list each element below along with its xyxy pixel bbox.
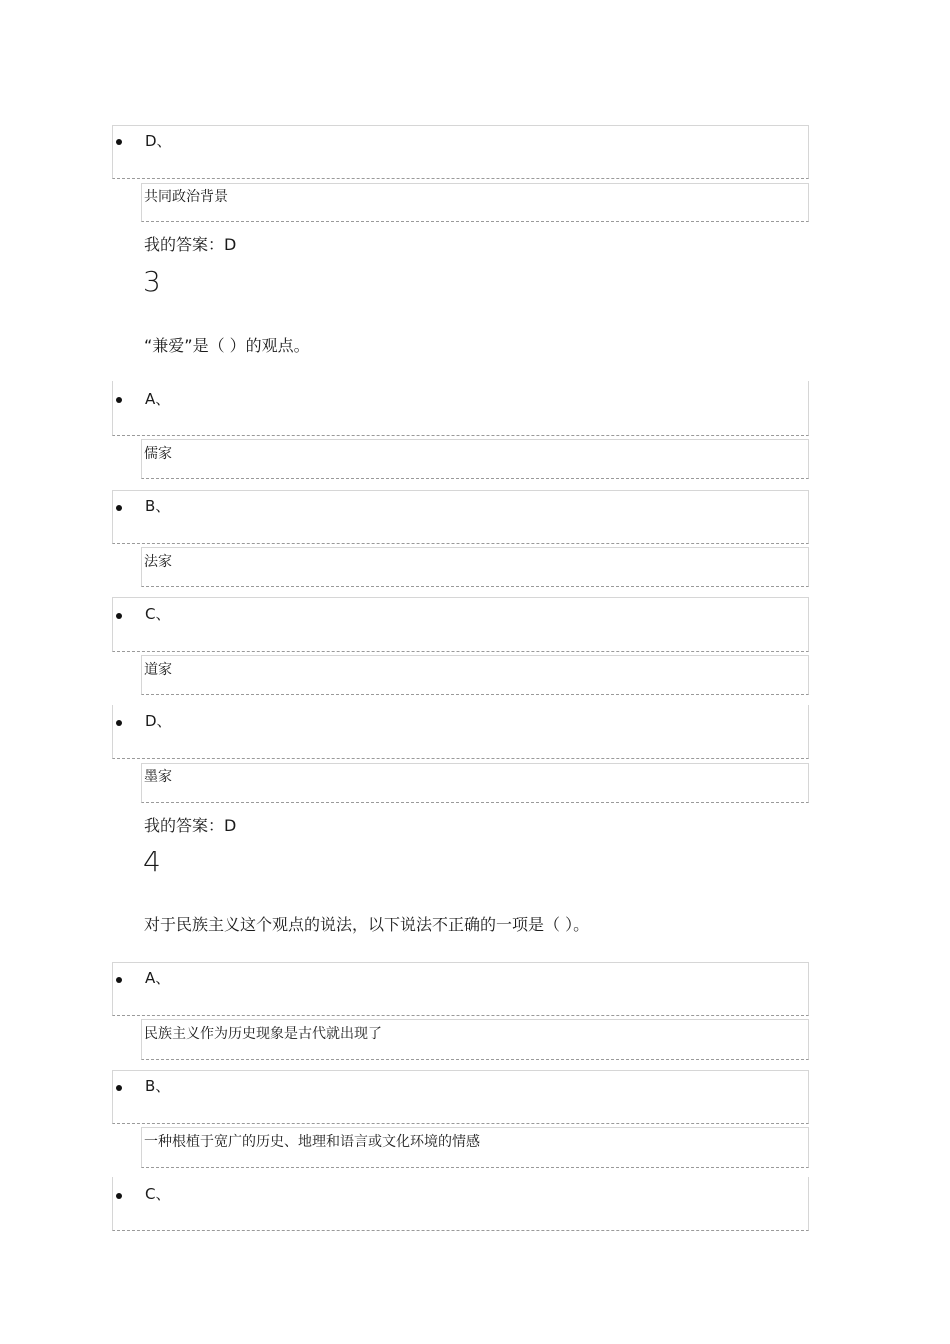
bullet-icon	[116, 139, 122, 145]
bullet-icon	[116, 720, 122, 726]
option-label: D、	[145, 132, 172, 150]
option-row-q2-d[interactable]	[112, 125, 809, 179]
option-text: 道家	[144, 662, 172, 678]
bullet-icon	[116, 1193, 122, 1199]
option-label: A、	[145, 390, 171, 408]
option-row-q3-d[interactable]	[112, 705, 809, 759]
question-text: 对于民族主义这个观点的说法，以下说法不正确的一项是（ ）。	[144, 915, 590, 934]
option-text: 墨家	[144, 769, 172, 785]
bullet-icon	[116, 505, 122, 511]
bullet-icon	[116, 977, 122, 983]
option-text-box	[141, 763, 809, 803]
option-label: B、	[145, 497, 171, 515]
option-label: C、	[145, 605, 171, 623]
option-text: 法家	[144, 554, 172, 570]
bullet-icon	[116, 613, 122, 619]
option-text-box	[141, 547, 809, 587]
option-row-q4-c[interactable]	[112, 1177, 809, 1231]
option-row-q3-c[interactable]	[112, 597, 809, 652]
option-text: 民族主义作为历史现象是古代就出现了	[144, 1026, 382, 1042]
option-text: 共同政治背景	[144, 189, 228, 205]
bullet-icon	[116, 397, 122, 403]
option-row-q4-a[interactable]	[112, 962, 809, 1016]
option-label: B、	[145, 1077, 171, 1095]
option-row-q4-b[interactable]	[112, 1070, 809, 1124]
question-text: “兼爱”是（ ）的观点。	[144, 336, 310, 355]
question-number: 4	[143, 845, 161, 878]
option-label: C、	[145, 1185, 171, 1203]
option-text: 儒家	[144, 446, 172, 462]
my-answer: 我的答案：D	[144, 816, 237, 835]
option-text-box	[141, 439, 809, 479]
option-row-q3-a[interactable]	[112, 381, 809, 436]
option-row-q3-b[interactable]	[112, 490, 809, 544]
question-number: 3	[143, 265, 161, 298]
bullet-icon	[116, 1085, 122, 1091]
option-label: A、	[145, 969, 171, 987]
option-text-box	[141, 655, 809, 695]
option-label: D、	[145, 712, 172, 730]
option-text-box	[141, 183, 809, 222]
option-text: 一种根植于宽广的历史、地理和语言或文化环境的情感	[144, 1134, 480, 1150]
my-answer: 我的答案：D	[144, 235, 237, 254]
